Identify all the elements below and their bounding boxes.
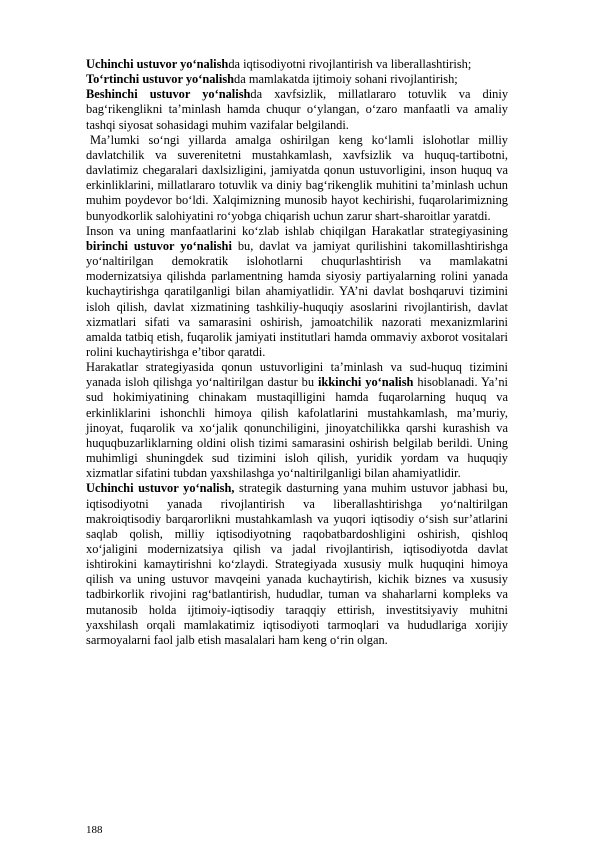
paragraph-bold-phrase: birinchi ustuvor yo‘nalishi	[86, 238, 232, 253]
paragraph-reforms	[86, 133, 508, 224]
paragraph-text: hisoblanadi. Ya’ni sud hokimiyatining chinakam mustaqilligini hamda fuqarolarning huquq va erkinliklarini ishonchli himoya qilish kafolatlarini mustahkamlash, ma’muriy, jinoyat, fuqarolik va xo‘jalik qonunchiligini, jinoyatchilikka qarshi kurashish va huquqbuzarliklarning oldini olish tizimi samarasini oshirish belgilab berildi. Uning muhimligi shuningdek sud tizimini isloh qilish, yuridik yordam va huquqiy xizmatlar sifatini tubdan yaxshilashga yo‘naltirilganligi bilan ahamiyatlidir.	[86, 375, 508, 481]
paragraph-third-priority	[86, 481, 508, 648]
paragraph-bold-lead: To‘rtinchi ustuvor yo‘nalish	[86, 72, 235, 87]
paragraph-text: da mamlakatda ijtimoiy sohani rivojlantirish;	[234, 72, 458, 87]
paragraph-fifth-direction	[86, 87, 508, 132]
paragraph-text: da xavfsizlik, millatlararo totuvlik va diniy bag‘rikenglikni ta’minlash hamda chuqur o‘ylangan, o‘zaro manfaatli va amaliy tashqi siyosat sohasidagi muhim vazifalar belgilandi.	[86, 87, 509, 132]
paragraph-text: Ma’lumki so‘ngi yillarda amalga oshirilgan keng ko‘lamli islohotlar milliy davlatchilik va suverenitetni mustahkamlash, xavfsizlik va huquq-tartibotni, davlatimiz chegaralari daxlsizligini, jamiyatda qonun ustuvorligini, inson huquq va erkinliklarini, millatlararo totuvlik va diniy bag‘rikenglik muhitini ta’minlash uchun muhim poydevor bo‘ldi. Xalqimizning munosib hayot kechirishi, fuqarolarimizning bunyodkorlik salohiyatini ro‘yobga chiqarish uchun zarur shart-sharoitlar yaratdi.	[86, 132, 508, 223]
paragraph-third-direction	[86, 57, 508, 72]
paragraph-bold-phrase: ikkinchi yo‘nalish	[317, 375, 414, 390]
paragraph-text: strategik dasturning yana muhim ustuvor jabhasi bu, iqtisodiyotni yanada rivojlantirish va liberallashtirishga yo‘naltirilgan makroiqtisodiy barqarorlikni mustahkamlash va yuqori iqtisodiy o‘sish sur’atlarini saqlab qolish, milliy iqtisodiyotning raqobatbardoshligini oshirish, qishloq xo‘jaligini modernizatsiya qilish va jadal rivojlantirish, iqtisodiyotda davlat ishtirokini kamaytirishni ko‘zlaydi. Strategiyada xususiy mulk huquqini himoya qilish va uning ustuvor mavqeini yanada kuchaytirish, kichik biznes va xususiy tadbirkorlik rivojini rag‘batlantirish, hududlar, tuman va shaharlarni kompleks va mutanosib holda ijtimoiy-iqtisodiy taraqqiy ettirish, investitsiyaviy muhitni yaxshilash orqali mamlakatimiz iqtisodiyoti tarmoqlari va hududlariga xorijiy sarmoyalarni faol jalb etish masalalari ham keng o‘rin olgan.	[86, 481, 508, 647]
page-number: 188	[86, 824, 103, 836]
paragraph-text: da iqtisodiyotni rivojlantirish va liberallashtirish;	[228, 57, 472, 71]
paragraph-text-before: Inson va uning manfaatlarini ko‘zlab ishlab chiqilgan Harakatlar strategiyasining	[86, 223, 508, 238]
paragraph-first-priority	[86, 224, 508, 360]
paragraph-bold-lead: Beshinchi ustuvor yo‘nalish	[86, 87, 251, 102]
paragraph-text: bu, davlat va jamiyat qurilishini takomillashtirishga yo‘naltirilgan demokratik islohotlarni chuqurlashtirish va mamlakatni modernizatsiya qilishda parlamentning hamda siyosiy partiyalarning rolini yanada kuchaytirishga qaratilganligi bilan ahamiyatlidir. YA’ni davlat boshqaruvi tizimini isloh qilish, davlat xizmatining tashkiliy-huquqiy asoslarini rivojlantirish, davlat xizmatlari sifati va samarasini oshirish, jamoatchilik nazorati mexanizmlarini amalda tatbiq etish, fuqarolik jamiyati institutlari hamda ommaviy axborot vositalari rolini kuchaytirishga e’tibor qaratdi.	[86, 238, 508, 359]
document-body	[86, 57, 508, 648]
paragraph-fourth-direction	[86, 72, 508, 87]
paragraph-bold-lead: Uchinchi ustuvor yo‘nalish	[86, 57, 229, 71]
paragraph-second-priority	[86, 360, 508, 481]
paragraph-bold-lead: Uchinchi ustuvor yo‘nalish,	[86, 481, 235, 496]
paragraph-text-before: Harakatlar strategiyasida qonun ustuvorligini ta’minlash va sud-huquq tizimini yanada isloh qilishga yo‘naltirilgan dastur bu	[86, 360, 508, 390]
